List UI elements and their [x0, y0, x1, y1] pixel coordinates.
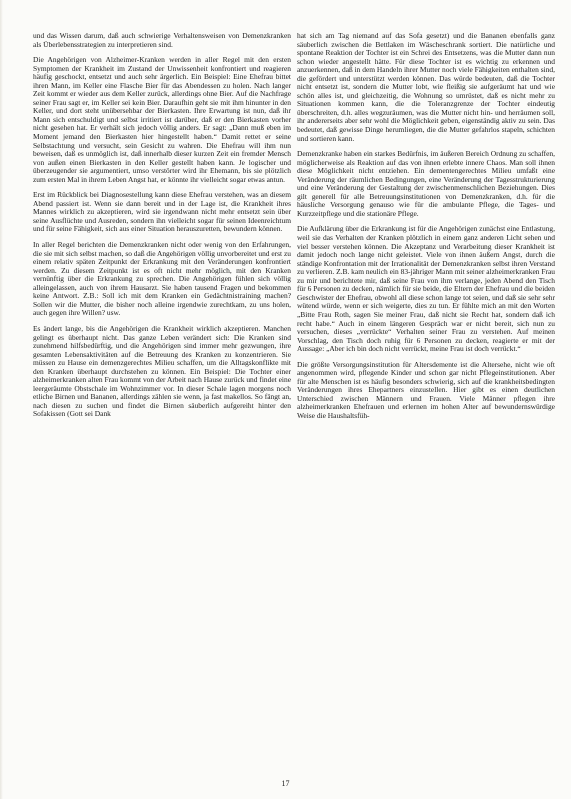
paragraph: In aller Regel berichten die Demenzkranken nicht oder wenig von den Erfahrungen, die sie mit sich selbst machen, so daß die Angehörigen völlig unvorbereitet und erst zu einem relativ späten Zeitpunkt der Erkrankung mit den Veränderungen konfrontiert werden. Zu diesem Zeitpunkt ist es oft nicht mehr möglich, mit den Kranken vernünftig über die Erkrankung zu sprechen. Die Angehörigen fühlen sich völlig alleingelassen, auch von ihrem Hausarzt. Sie haben tausend Fragen und bekommen keine Antwort. Z.B.: Soll ich mit dem Kranken ein Gedächtnistraining machen? Sollen wir die Mutter, die bisher noch alleine irgendwie zurechtkam, zu uns holen, auch gegen ihre Willen? usw.: [33, 240, 291, 318]
page-number: 17: [281, 779, 290, 788]
left-column: [33, 32, 291, 419]
paragraph: Es ändert lange, bis die Angehörigen die Krankheit wirklich akzeptieren. Manchen gelingt es überhaupt nicht. Das ganze Leben verändert sich: Die Kranken sind zunehmend hilfsbedürftig, und die Angehörigen sind immer mehr gezwungen, ihre gesamten Lebensaktivitäten auf die Betreuung des Kranken zu konzentrieren. Sie müssen zu Hause ein demenzgerechtes Milieu schaffen, um die Alltagskonflikte mit den Kranken überhaupt durchstehen zu können. Ein Beispiel: Die Tochter einer alzheimerkranken alten Frau kommt von der Arbeit nach Hause zurück und findet eine leergeräumte Obstschale im Wohnzimmer vor. In dieser Schale lagen morgens noch etliche Birnen und Bananen, allerdings zählen sie wenn, ja fast makellos. So fängt an, nach diesen zu suchen und findet die Birnen säuberlich aufgereiht hinter den Sofakissen (Gott sei Dank: [33, 323, 291, 419]
paragraph: Erst im Rückblick bei Diagnosestellung kann diese Ehefrau verstehen, was an diesem Abend passiert ist. Wenn sie dann bereit und in der Lage ist, die Krankheit ihres Mannes wirklich zu akzeptieren, wird sie irgendwann nicht mehr entsetzt sein über seine Ausflüchte und Ausreden, sondern ihn vielleicht sogar für seinen Ideenreichtum und für seine Fähigkeit, sich aus einer Situation herauszuretten, bewundern können.: [33, 190, 291, 234]
right-column: [297, 32, 555, 421]
paragraph: Die größte Versorgungsinstitution für Altersdemente ist die Altersehe, nicht wie oft angenommen wird, pflegende Kinder und schon gar nicht Pflegeinstitutionen. Aber für alte Menschen ist es häufig besonders schwierig, sich auf die krankheitsbedingten Veränderungen ihres Ehepartners einzustellen. Hier gibt es einen deutlichen Unterschied zwischen Männern und Frauen. Viele Männer pflegen ihre alzheimerkranken Ehefrauen und erlernen im hohen Alter auf bewundernswürdige Weise die Haushaltsfüh-: [297, 359, 555, 420]
paragraph: Die Aufklärung über die Erkrankung ist für die Angehörigen zunächst eine Entlastung, weil sie das Verhalten der Kranken plötzlich in einem ganz anderen Licht sehen und viel besser verstehen können. Die Akzeptanz und Verarbeitung dieser Krankheit ist damit jedoch noch lange nicht geleistet. Viele von ihnen äußern Angst, durch die ständige Konfrontation mit der Irrationalität der Demenzkranken selbst ihren Verstand zu verlieren. Z.B. kam neulich ein 83-jähriger Mann mit seiner alzheimerkranken Frau zu mir und berichtete mir, daß seine Frau von ihm verlange, jeden Abend den Tisch für 6 Personen zu decken, nämlich für sie beide, die Eltern der Ehefrau und die beiden Geschwister der Ehefrau, obwohl all diese schon lange tot seien, und daß sie sehr sehr wütend würde, wenn er sich weigerte, dies zu tun. Er fühlte mich an mit den Worten „Bitte Frau Roth, sagen Sie meiner Frau, daß nicht sie Recht hat, sondern daß ich recht habe.“ Auch in einem längeren Gespräch war er nicht bereit, sich nun zu versuchen, dieses „verrückte“ Verhalten seiner Frau zu verstehen. Auf meinen Vorschlag, den Tisch doch ruhig für 6 Personen zu decken, reagierte er mit der Aussage: „Aber ich bin doch nicht verrückt, meine Frau ist doch verrückt.“: [297, 224, 555, 354]
scan-edge: [0, 0, 3, 799]
paragraph: und das Wissen darum, daß auch schwierige Verhaltensweisen von Demenzkranken als Überlebensstrategien zu interpretieren sind.: [33, 31, 291, 49]
paragraph: Demenzkranke haben ein starkes Bedürfnis, im äußeren Bereich Ordnung zu schaffen, möglicherweise als Reaktion auf das von ihnen erlebte innere Chaos. Man soll ihnen diese Möglichkeit nicht entziehen. Ein dementengerechtes Milieu umfaßt eine Veränderung der räumlichen Bedingungen, eine Veränderung der Tagesstrukturierung und eine Veränderung der Gestaltung der zwischenmenschlichen Beziehungen. Dies gilt generell für alle Betreuungsinstitutionen von Demenzkranken, d.h. für die häusliche Versorgung genauso wie für die ambulante Pflege, die Tages- und Kurzzeitpflege und die stationäre Pflege.: [297, 149, 555, 218]
paragraph: Die Angehörigen von Alzheimer-Kranken werden in aller Regel mit den ersten Symptomen der Krankheit im Zustand der Unwissenheit konfrontiert und reagieren häufig geschockt, entsetzt und auch sehr ärgerlich. Ein Beispiel: Eine Ehefrau bittet ihren Mann, im Keller eine Flasche Bier für das Abendessen zu holen. Nach langer Zeit kommt er wieder aus dem Keller zurück, allerdings ohne Bier. Auf die Nachfrage seiner Frau sagt er, im Keller sei kein Bier. Daraufhin geht sie mit ihm hinunter in den Keller, und dort steht unübersehbar der Bierkasten. Ihre Erwartung ist nun, daß ihr Mann sich entschuldigt und selbst irritiert ist darüber, daß er den Bierkasten vorher nicht gesehen hat. Er verhält sich jedoch völlig anders. Er sagt: „Dann muß eben im Moment jemand den Bierkasten hier hingestellt haben.“ Damit rettet er seine Selbstachtung und versucht, sein Gesicht zu wahren. Die Ehefrau will ihm nun beweisen, daß es unmöglich ist, daß innerhalb dieser kurzen Zeit ein fremder Mensch von außen einen Bierkasten in den Keller gestellt haben kann. Je logischer und überzeugender sie argumentiert, umso verstörter wird ihr Ehemann, bis sie plötzlich zum ersten Mal in ihrem Leben Angst hat, er könnte ihr vielleicht sogar etwas antun.: [33, 55, 291, 184]
paragraph: hat sich am Tag niemand auf das Sofa gesetzt) und die Bananen ebenfalls ganz säuberlich zwischen die Bettlaken im Wäscheschrank sortiert. Die natürliche und spontane Reaktion der Tochter ist ein Schrei des Entsetzens, was die Mutter dann nun schon wieder angestellt hätte. Für diese Tochter ist es wichtig zu erkennen und anzuerkennen, daß in dem Handeln ihrer Mutter noch viele Fähigkeiten enthalten sind, die gefördert und unterstützt werden können. Das würde bedeuten, daß die Tochter nicht entsetzt ist, sondern die Mutter lobt, wie fleißig sie aufgeräumt hat und wie schön alles ist, und gleichzeitig, die Wohnung so umrüstet, daß es nicht mehr zu Situationen kommen kann, die die Toleranzgrenze der Tochter eindeutig überschreiten, d.h. alles wegzuräumen, was die Mutter nicht hin- und herräumen soll, ihr andererseits aber sehr wohl die Möglichkeit geben, eigenständig aktiv zu sein. Das bedeutet, daß gewisse Dinge herumliegen, die die Mutter gefahrlos stapeln, schichten und sortieren kann.: [297, 31, 555, 143]
